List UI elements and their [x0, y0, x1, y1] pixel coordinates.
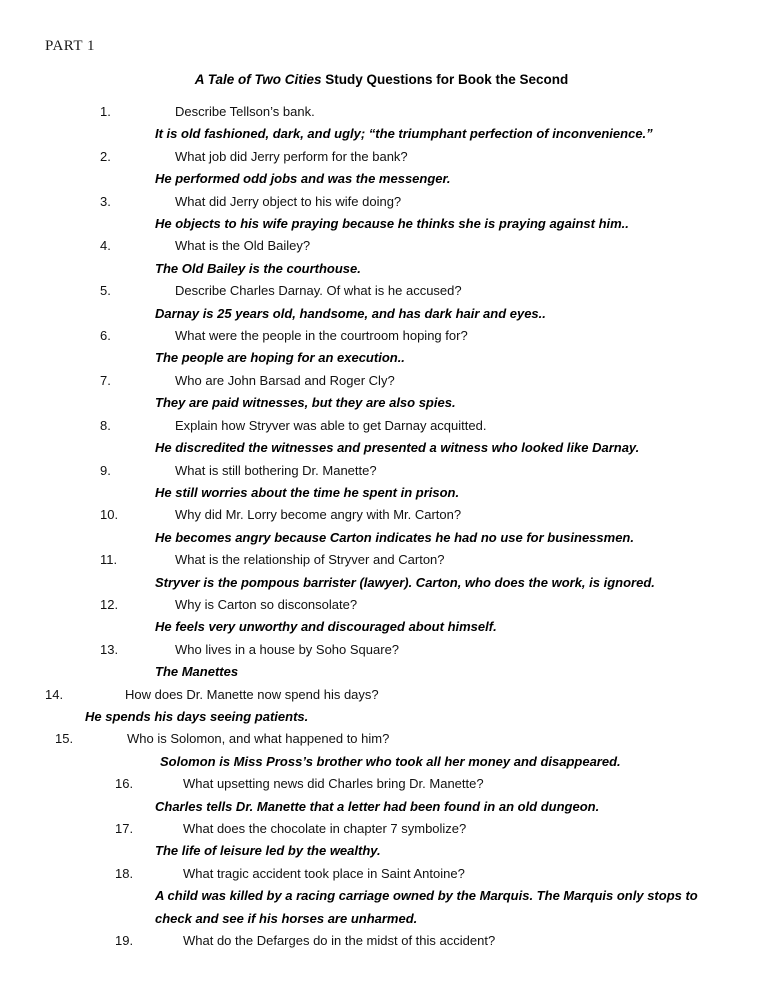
answer-text: Solomon is Miss Pross’s brother who took all her money and disappeared.: [160, 753, 621, 769]
qa-item: [45, 325, 718, 370]
question-list: [45, 101, 718, 952]
question-line: [100, 280, 718, 302]
question-text: What tragic accident took place in Saint Antoine?: [183, 865, 465, 881]
question-line: [115, 863, 718, 885]
part-label: PART 1: [45, 38, 96, 54]
question-number: 17.: [115, 821, 134, 836]
page-title-book-name: A Tale of Two Cities: [194, 72, 322, 87]
answer-text: He feels very unworthy and discouraged about himself.: [155, 619, 497, 635]
answer-text: He objects to his wife praying because he thinks she is praying against him..: [155, 216, 629, 232]
question-line: [115, 773, 718, 795]
qa-item: [45, 280, 718, 325]
qa-item: [45, 930, 718, 952]
question-number: 1.: [100, 104, 111, 119]
question-line: [100, 325, 718, 347]
answer-text: Charles tells Dr. Manette that a letter had been found in an old dungeon.: [155, 798, 600, 814]
question-number: 4.: [100, 238, 111, 254]
answer-text: They are paid witnesses, but they are also spies.: [155, 395, 456, 411]
question-number: 2.: [100, 148, 111, 164]
question-number: 18.: [115, 865, 134, 881]
qa-item: [45, 504, 718, 549]
question-text: What does the chocolate in chapter 7 symbolize?: [183, 821, 467, 836]
answer-text: He becomes angry because Carton indicates he had no use for businessmen.: [155, 529, 634, 545]
answer-text: The Manettes: [155, 664, 239, 680]
question-number: 16.: [115, 776, 134, 792]
question-line: [100, 146, 718, 168]
qa-item: [45, 460, 718, 505]
question-line: [100, 415, 718, 437]
qa-item: [45, 101, 718, 146]
question-text: Who is Solomon, and what happened to him?: [127, 731, 390, 747]
question-number: 14.: [45, 686, 64, 702]
question-text: Describe Tellson’s bank.: [175, 104, 315, 119]
question-line: [100, 370, 718, 392]
question-text: What is the Old Bailey?: [175, 238, 311, 254]
question-number: 9.: [100, 462, 111, 478]
answer-text: It is old fashioned, dark, and ugly; “the triumphant perfection of inconvenience.”: [155, 126, 653, 142]
question-number: 10.: [100, 507, 119, 523]
qa-item: [45, 818, 718, 863]
answer-text: A child was killed by a racing carriage owned by the Marquis. The Marquis only stops to check and see if his horses are unharmed.: [155, 888, 698, 926]
question-number: 8.: [100, 417, 111, 433]
answer-text: Darnay is 25 years old, handsome, and has dark hair and eyes..: [155, 305, 546, 321]
question-text: Who are John Barsad and Roger Cly?: [175, 372, 395, 388]
answer-text: He still worries about the time he spent in prison.: [155, 484, 460, 500]
question-number: 5.: [100, 283, 111, 299]
question-number: 19.: [115, 933, 134, 949]
question-text: What upsetting news did Charles bring Dr. Manette?: [183, 776, 484, 792]
question-line: [115, 818, 718, 840]
qa-item: [45, 773, 718, 818]
question-text: What is the relationship of Stryver and Carton?: [175, 552, 445, 568]
qa-item: [45, 370, 718, 415]
question-number: 12.: [100, 596, 119, 612]
question-number: 7.: [100, 372, 111, 388]
question-number: 13.: [100, 641, 119, 657]
question-number: 6.: [100, 328, 111, 344]
qa-item: [45, 146, 718, 191]
question-text: Describe Charles Darnay. Of what is he accused?: [175, 283, 462, 299]
question-line: [45, 684, 718, 706]
qa-item: [45, 191, 718, 236]
answer-text: The Old Bailey is the courthouse.: [155, 260, 361, 276]
answer-text: Stryver is the pompous barrister (lawyer). Carton, who does the work, is ignored.: [155, 574, 655, 590]
question-number: 3.: [100, 193, 111, 209]
answer-text: He discredited the witnesses and presented a witness who looked like Darnay.: [155, 440, 640, 456]
question-line: [100, 101, 718, 123]
qa-item: [45, 728, 718, 773]
qa-item: [45, 549, 718, 594]
qa-item: [45, 684, 718, 729]
question-line: [100, 549, 718, 571]
question-line: [100, 594, 718, 616]
qa-item: [45, 639, 718, 684]
question-text: Why is Carton so disconsolate?: [175, 596, 358, 612]
question-line: [100, 191, 718, 213]
page-title: [45, 72, 718, 87]
answer-text: He spends his days seeing patients.: [85, 708, 309, 724]
question-line: [100, 639, 718, 661]
question-line: [55, 728, 718, 750]
question-text: What were the people in the courtroom hoping for?: [175, 328, 468, 344]
question-text: Explain how Stryver was able to get Darnay acquitted.: [175, 417, 487, 433]
question-line: [100, 504, 718, 526]
question-text: What do the Defarges do in the midst of this accident?: [183, 933, 496, 949]
question-text: How does Dr. Manette now spend his days?: [125, 686, 379, 702]
question-text: What is still bothering Dr. Manette?: [175, 462, 377, 478]
question-number: 15.: [55, 731, 74, 747]
question-line: [100, 460, 718, 482]
question-text: What job did Jerry perform for the bank?: [175, 148, 408, 164]
answer-text: The people are hoping for an execution..: [155, 350, 405, 366]
question-text: Who lives in a house by Soho Square?: [175, 641, 400, 657]
question-line: [115, 930, 718, 952]
qa-item: [45, 235, 718, 280]
answer-text: He performed odd jobs and was the messenger.: [155, 171, 451, 187]
qa-item: [45, 863, 718, 930]
question-text: What did Jerry object to his wife doing?: [175, 193, 402, 209]
question-number: 11.: [100, 552, 118, 568]
question-line: [100, 235, 718, 257]
qa-item: [45, 415, 718, 460]
question-text: Why did Mr. Lorry become angry with Mr. Carton?: [175, 507, 462, 523]
qa-item: [45, 594, 718, 639]
answer-text: The life of leisure led by the wealthy.: [155, 843, 381, 859]
page-title-rest: Study Questions for Book the Second: [321, 72, 569, 87]
